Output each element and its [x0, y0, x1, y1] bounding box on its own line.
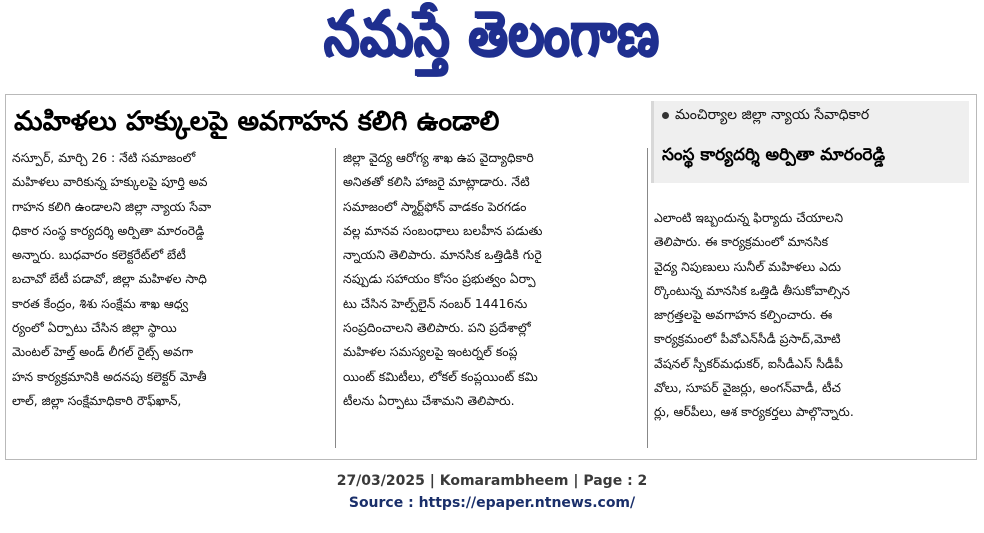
column-line: లాల్, జిల్లా సంక్షేమాధికారి రౌఫ్‌ఖాన్,: [12, 392, 182, 408]
article-column-1: [12, 146, 327, 413]
subheadline-line-1-text: మంచిర్యాల జిల్లా న్యాయ సేవాధికార: [675, 107, 870, 123]
column-line: కారత కేంద్రం, శిశు సంక్షేమ శాఖ ఆధ్వ: [12, 295, 189, 311]
column-line: మెంటల్ హెల్త్ అండ్ లీగల్ రైట్స్ అవగా: [12, 344, 194, 360]
column-line: మహిళల సమస్యలపై ఇంటర్నల్ కంప్ల: [343, 344, 518, 360]
column-line: వల్ల మానవ సంబంధాలు బలహీన పడుతు: [343, 222, 543, 238]
article-column-2: [343, 146, 643, 413]
article-headline: మహిళలు హక్కులపై అవగాహన కలిగి ఉండాలి: [14, 106, 500, 137]
footer-source-link[interactable]: Source : https://epaper.ntnews.com/: [348, 495, 636, 511]
column-line: నప్పుడు సహాయం కోసం ప్రభుత్వం ఏర్పా: [343, 271, 536, 287]
column-line: జిల్లా వైద్య ఆరోగ్య శాఖ ఉప వైద్యాధికారి: [343, 150, 534, 165]
column-line: వైద్య నిపుణులు సునీల్ మహిళలు ఎదు: [654, 258, 841, 274]
clipping-footer: [0, 470, 984, 514]
subheadline-line-2: సంస్థ కార్యదర్శి అర్పితా మారంరెడ్డి: [662, 145, 886, 165]
column-line: వోలు, సూపర్ వైజర్లు, అంగన్‌వాడీ, టీచ: [654, 380, 841, 396]
column-line: యింట్ కమిటీలు, లోకల్ కంప్లయింట్ కమి: [343, 368, 538, 384]
column-line: ర్యంలో ఏర్పాటు చేసిన జిల్లా స్థాయి: [12, 320, 177, 336]
column-line: బచావో బేటీ పడావో, జిల్లా మహిళల సాధి: [12, 271, 207, 287]
article-subheadline-box: [651, 101, 969, 183]
column-line: టీలను ఏర్పాటు చేశామని తెలిపారు.: [343, 392, 515, 408]
column-line: వేషనల్ స్పీకర్‌మధుకర్, ఐసీడీఎస్ సీడీపీ: [654, 355, 843, 371]
column-line: టు చేసిన హెల్ప్‌లైన్ నంబర్ 14416ను: [343, 295, 528, 311]
column-line: అనితతో కలిసి హాజరై మాట్లాడారు. నేటి: [343, 174, 530, 190]
column-line: నస్పూర్, మార్చి 26 : నేటి సమాజంలో: [12, 150, 196, 165]
column-line: కార్యక్రమంలో పీవోఎన్‌సీడీ ప్రసాద్,మోటి: [654, 331, 841, 347]
column-line: హన కార్యక్రమానికి అదనపు కలెక్టర్ మోతీ: [12, 368, 207, 384]
column-line: ర్లు, ఆర్‌పీలు, ఆశ కార్యకర్తలు పాల్గొన్నారు.: [654, 404, 854, 420]
subheadline-line-1: [662, 107, 869, 126]
column-divider: [647, 148, 648, 448]
column-line: తెలిపారు. ఈ కార్యక్రమంలో మానసిక: [654, 234, 829, 250]
footer-date-edition-page: 27/03/2025 | Komarambheem | Page : 2: [336, 473, 648, 489]
bullet-icon: [662, 112, 669, 119]
column-line: ధికార సంస్థ కార్యదర్శి అర్పితా మారంరెడ్డి: [12, 222, 205, 238]
column-line: గాహన కలిగి ఉండాలని జిల్లా న్యాయ సేవా: [12, 198, 212, 214]
column-line: న్నాయని తెలిపారు. మానసిక ఒత్తిడికి గురై: [343, 247, 542, 263]
column-line: అన్నారు. బుధవారం కలెక్టరేట్‌లో బేటీ: [12, 247, 186, 263]
column-line: జాగ్రత్తలపై అవగాహన కల్పించారు. ఈ: [654, 307, 833, 323]
newspaper-masthead: నమస్తే తెలంగాణ: [324, 0, 660, 70]
article-column-3: [654, 206, 969, 425]
column-line: ఎలాంటి ఇబ్బందున్న ఫిర్యాదు చేయాలని: [654, 210, 844, 225]
column-line: ర్కొంటున్న మానసిక ఒత్తిడి తీసుకోవాల్సిన: [654, 282, 851, 298]
column-line: సంప్రదించాలని తెలిపారు. పని ప్రదేశాల్లో: [343, 320, 531, 336]
column-divider: [335, 148, 336, 448]
column-line: సమాజంలో స్మార్ట్‌ఫోన్ వాడకం పెరగడం: [343, 198, 527, 214]
column-line: మహిళలు వారికున్న హక్కులపై పూర్తి అవ: [12, 174, 208, 190]
